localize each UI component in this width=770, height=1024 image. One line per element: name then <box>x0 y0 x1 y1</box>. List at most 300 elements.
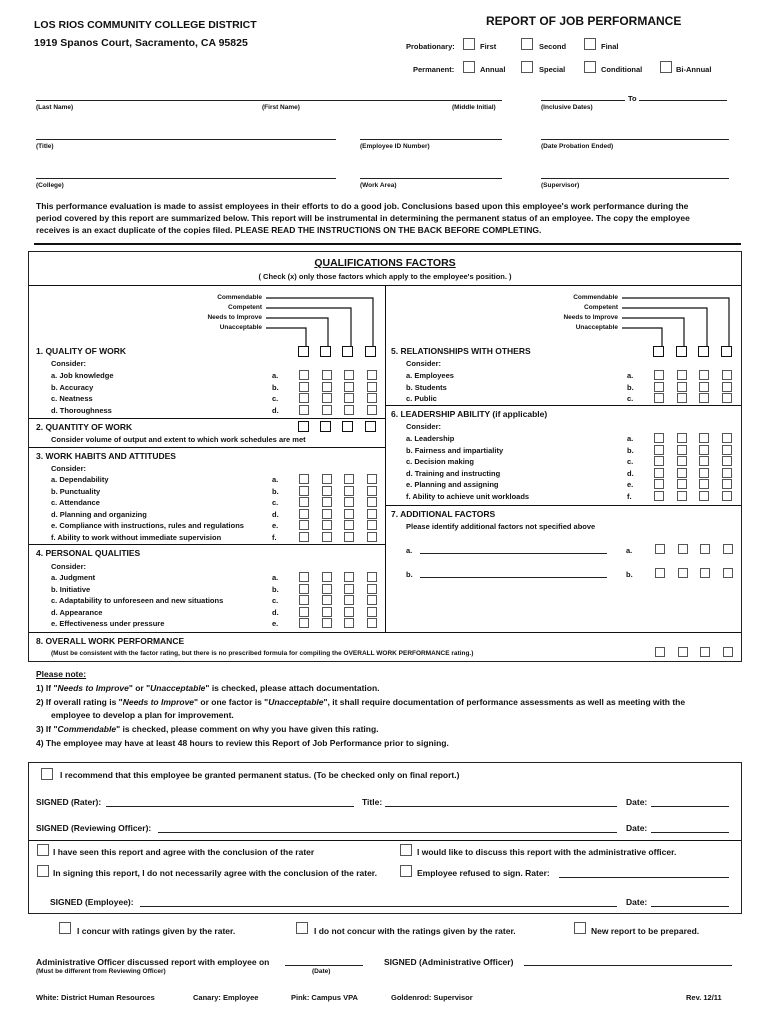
middle-initial-caption: (Middle Initial) <box>452 104 496 111</box>
factor-label: e. Planning and assigning <box>406 480 499 490</box>
quality-unacceptable-checkbox[interactable] <box>367 370 377 380</box>
quality-competent-checkbox[interactable] <box>320 346 331 357</box>
personal-unacceptable-checkbox[interactable] <box>367 572 377 582</box>
additional-a-needs-improve-checkbox[interactable] <box>700 544 710 554</box>
employee-id-field[interactable] <box>360 139 502 140</box>
factor-letter: b. <box>272 486 279 496</box>
employee-date-label: Date: <box>626 897 648 907</box>
relationships-needs-improve-checkbox[interactable] <box>699 370 709 380</box>
personal-heading: 4. PERSONAL QUALITIES <box>36 548 141 558</box>
factor-label: c. Decision making <box>406 457 474 467</box>
relationships-competent-checkbox[interactable] <box>676 346 687 357</box>
personal-commendable-checkbox[interactable] <box>299 618 309 628</box>
habits-heading: 3. WORK HABITS AND ATTITUDES <box>36 451 176 461</box>
employee-id-caption: (Employee ID Number) <box>360 143 430 150</box>
leadership-competent-checkbox[interactable] <box>677 468 687 478</box>
reviewing-officer-signature-field[interactable] <box>158 832 617 833</box>
overall-competent-checkbox[interactable] <box>678 647 688 657</box>
factor-label: a. Employees <box>406 371 454 380</box>
habits-competent-checkbox[interactable] <box>322 486 332 496</box>
quantity-competent-checkbox[interactable] <box>320 421 331 432</box>
intro-line-3: receives is an exact duplicate of the copies filed. PLEASE READ THE INSTRUCTIONS ON THE BACK BEFORE COMPLETING. <box>36 225 542 235</box>
must-differ-text: (Must be different from Reviewing Officer) <box>36 968 166 975</box>
relationships-unacceptable-checkbox[interactable] <box>722 370 732 380</box>
overall-commendable-checkbox[interactable] <box>655 647 665 657</box>
factor-letter: c. <box>272 596 279 606</box>
habits-needs-improve-checkbox[interactable] <box>344 474 354 484</box>
signing-disclaimer-checkbox[interactable] <box>37 865 49 877</box>
factor-row <box>389 371 741 382</box>
factor-letter: a. <box>272 475 279 484</box>
legend-left-competent: Competent <box>228 304 262 311</box>
habits-competent-checkbox[interactable] <box>322 497 332 507</box>
new-report-text: New report to be prepared. <box>591 926 700 936</box>
leadership-commendable-checkbox[interactable] <box>654 468 664 478</box>
refused-text: Employee refused to sign. Rater: <box>417 868 550 878</box>
relationships-needs-improve-checkbox[interactable] <box>699 382 709 392</box>
habits-commendable-checkbox[interactable] <box>299 474 309 484</box>
leadership-commendable-checkbox[interactable] <box>654 491 664 501</box>
overall-needs-improve-checkbox[interactable] <box>700 647 710 657</box>
date-from-field[interactable] <box>541 100 625 101</box>
quality-unacceptable-checkbox[interactable] <box>367 393 377 403</box>
signed-rater-label: SIGNED (Rater): <box>36 797 102 807</box>
relationships-consider: Consider: <box>406 359 442 368</box>
habits-commendable-checkbox[interactable] <box>299 509 309 519</box>
to-label: To <box>628 94 637 103</box>
factor-letter: d. <box>272 607 279 617</box>
habits-commendable-checkbox[interactable] <box>299 497 309 507</box>
agree-checkbox[interactable] <box>37 844 49 856</box>
factor-letter: c. <box>627 394 634 404</box>
rater-date-label: Date: <box>626 797 648 807</box>
habits-competent-checkbox[interactable] <box>322 532 332 542</box>
personal-commendable-checkbox[interactable] <box>299 572 309 582</box>
discuss-checkbox[interactable] <box>400 844 412 856</box>
personal-items <box>34 573 386 631</box>
additional-a-unacceptable-checkbox[interactable] <box>723 544 733 554</box>
personal-competent-checkbox[interactable] <box>322 607 332 617</box>
habits-needs-improve-checkbox[interactable] <box>344 509 354 519</box>
habits-commendable-checkbox[interactable] <box>299 486 309 496</box>
leadership-needs-improve-checkbox[interactable] <box>699 445 709 455</box>
additional-a-right-letter: a. <box>626 546 633 555</box>
factor-row <box>34 585 386 596</box>
quality-commendable-checkbox[interactable] <box>299 370 309 380</box>
quality-commendable-checkbox[interactable] <box>299 382 309 392</box>
habits-commendable-checkbox[interactable] <box>299 520 309 530</box>
qualifications-subtitle: ( Check (x) only those factors which apply to the employee's position. ) <box>258 272 512 281</box>
factor-row <box>389 446 741 457</box>
quality-competent-checkbox[interactable] <box>322 405 332 415</box>
factor-row <box>389 457 741 468</box>
factor-row <box>34 596 386 607</box>
reviewing-date-field[interactable] <box>651 832 729 833</box>
work-area-caption: (Work Area) <box>360 182 397 189</box>
recommend-permanent-checkbox[interactable] <box>41 768 53 780</box>
factor-label: b. Initiative <box>51 584 91 594</box>
personal-unacceptable-checkbox[interactable] <box>367 595 377 605</box>
signed-admin-label: SIGNED (Administrative Officer) <box>384 957 514 967</box>
personal-competent-checkbox[interactable] <box>322 584 332 594</box>
factor-letter: f. <box>627 492 632 501</box>
admin-date-caption: (Date) <box>312 968 331 975</box>
annual-checkbox[interactable] <box>463 61 475 73</box>
additional-b-commendable-checkbox[interactable] <box>655 568 665 578</box>
factor-row <box>389 492 741 503</box>
concur-text: I concur with ratings given by the rater. <box>77 926 236 936</box>
quality-unacceptable-checkbox[interactable] <box>367 382 377 392</box>
habits-unacceptable-checkbox[interactable] <box>367 474 377 484</box>
factor-label: b. Punctuality <box>51 486 101 496</box>
last-name-caption: (Last Name) <box>36 104 74 111</box>
second-label: Second <box>539 42 567 51</box>
factor-label: a. Job knowledge <box>51 371 114 380</box>
factor-letter: d. <box>272 405 279 415</box>
factor-row <box>34 608 386 619</box>
refused-checkbox[interactable] <box>400 865 412 877</box>
section-divider <box>29 418 385 419</box>
inclusive-dates-caption: (Inclusive Dates) <box>541 104 593 111</box>
supervisor-field[interactable] <box>541 178 729 179</box>
personal-commendable-checkbox[interactable] <box>299 607 309 617</box>
rater-title-field[interactable] <box>385 806 617 807</box>
factor-label: d. Training and instructing <box>406 468 501 478</box>
leadership-unacceptable-checkbox[interactable] <box>722 468 732 478</box>
bi-annual-checkbox[interactable] <box>660 61 672 73</box>
section-divider <box>385 505 741 506</box>
legend-right-needs-improve: Needs to Improve <box>563 314 618 321</box>
leadership-unacceptable-checkbox[interactable] <box>722 456 732 466</box>
supervisor-caption: (Supervisor) <box>541 182 580 189</box>
district-address: 1919 Spanos Court, Sacramento, CA 95825 <box>34 37 248 49</box>
admin-discussed-text: Administrative Officer discussed report with employee on <box>36 957 270 967</box>
employee-section-divider <box>29 840 741 841</box>
personal-competent-checkbox[interactable] <box>322 595 332 605</box>
date-probation-caption: (Date Probation Ended) <box>541 143 614 150</box>
date-probation-ended-field[interactable] <box>541 139 729 140</box>
quality-competent-checkbox[interactable] <box>322 382 332 392</box>
special-label: Special <box>539 65 566 74</box>
relationships-commendable-checkbox[interactable] <box>654 382 664 392</box>
factor-row <box>34 383 386 394</box>
legend-left-commendable: Commendable <box>217 294 262 301</box>
personal-competent-checkbox[interactable] <box>322 618 332 628</box>
footer-goldenrod: Goldenrod: Supervisor <box>391 993 473 1002</box>
second-checkbox[interactable] <box>521 38 533 50</box>
habits-unacceptable-checkbox[interactable] <box>367 520 377 530</box>
leadership-needs-improve-checkbox[interactable] <box>699 468 709 478</box>
factor-letter: f. <box>272 533 277 542</box>
factor-label: c. Public <box>406 394 437 404</box>
section-divider <box>29 447 385 448</box>
note-3: 3) If "Commendable" is checked, please comment on why you have given this rating. <box>36 724 379 734</box>
quantity-heading: 2. QUANTITY OF WORK <box>36 422 133 432</box>
factor-letter: a. <box>272 371 279 380</box>
factor-row <box>34 619 386 630</box>
overall-note: (Must be consistent with the factor rating, but there is no prescribed formula for compiling the OVERALL WORK PERFORMANCE rating.) <box>51 650 474 657</box>
college-field[interactable] <box>36 178 336 179</box>
factor-label: b. Fairness and impartiality <box>406 445 504 455</box>
additional-b-unacceptable-checkbox[interactable] <box>723 568 733 578</box>
additional-b-needs-improve-checkbox[interactable] <box>700 568 710 578</box>
factor-row <box>34 521 386 532</box>
leadership-unacceptable-checkbox[interactable] <box>722 445 732 455</box>
factor-label: b. Students <box>406 382 447 392</box>
leadership-needs-improve-checkbox[interactable] <box>699 433 709 443</box>
intro-line-1: This performance evaluation is made to assist employees in their efforts to do a good job. Conclusions based upon this employee's work performance during the <box>36 201 689 211</box>
leadership-commendable-checkbox[interactable] <box>654 456 664 466</box>
relationships-unacceptable-checkbox[interactable] <box>722 382 732 392</box>
leadership-competent-checkbox[interactable] <box>677 479 687 489</box>
additional-factor-a-field[interactable] <box>420 553 607 554</box>
factor-letter: a. <box>627 434 634 443</box>
note-2: 2) If overall rating is "Needs to Improve" or one factor is "Unacceptable", it shall require documentation of performance assessments as well as meeting with the <box>36 697 686 707</box>
rater-signature-field[interactable] <box>106 806 354 807</box>
additional-b-competent-checkbox[interactable] <box>678 568 688 578</box>
additional-factor-b-field[interactable] <box>420 577 607 578</box>
factor-row <box>34 394 386 405</box>
additional-a-commendable-checkbox[interactable] <box>655 544 665 554</box>
quality-items <box>34 371 386 417</box>
quality-needs-improve-checkbox[interactable] <box>344 393 354 403</box>
factor-letter: b. <box>627 382 634 392</box>
first-checkbox[interactable] <box>463 38 475 50</box>
relationships-commendable-checkbox[interactable] <box>654 393 664 403</box>
special-checkbox[interactable] <box>521 61 533 73</box>
habits-unacceptable-checkbox[interactable] <box>367 532 377 542</box>
leadership-needs-improve-checkbox[interactable] <box>699 456 709 466</box>
work-area-field[interactable] <box>360 178 502 179</box>
quality-needs-improve-checkbox[interactable] <box>344 405 354 415</box>
factor-letter: b. <box>272 584 279 594</box>
conditional-label: Conditional <box>601 65 643 74</box>
relationships-unacceptable-checkbox[interactable] <box>722 393 732 403</box>
permanent-label: Permanent: <box>413 65 455 74</box>
relationships-needs-improve-checkbox[interactable] <box>698 346 709 357</box>
admin-discussed-date-field[interactable] <box>285 965 363 966</box>
habits-consider: Consider: <box>51 464 87 473</box>
relationships-competent-checkbox[interactable] <box>677 393 687 403</box>
relationships-competent-checkbox[interactable] <box>677 370 687 380</box>
quantity-needs-improve-checkbox[interactable] <box>342 421 353 432</box>
footer-canary: Canary: Employee <box>193 993 259 1002</box>
relationships-needs-improve-checkbox[interactable] <box>699 393 709 403</box>
signed-reviewing-label: SIGNED (Reviewing Officer): <box>36 823 152 833</box>
personal-needs-improve-checkbox[interactable] <box>344 618 354 628</box>
agree-text: I have seen this report and agree with the conclusion of the rater <box>53 847 315 857</box>
quality-commendable-checkbox[interactable] <box>299 393 309 403</box>
quality-competent-checkbox[interactable] <box>322 370 332 380</box>
title-field[interactable] <box>36 139 336 140</box>
habits-competent-checkbox[interactable] <box>322 509 332 519</box>
factor-letter: e. <box>272 619 279 629</box>
leadership-competent-checkbox[interactable] <box>677 456 687 466</box>
personal-needs-improve-checkbox[interactable] <box>344 595 354 605</box>
final-checkbox[interactable] <box>584 38 596 50</box>
habits-needs-improve-checkbox[interactable] <box>344 486 354 496</box>
habits-unacceptable-checkbox[interactable] <box>367 497 377 507</box>
factor-label: d. Appearance <box>51 607 103 617</box>
factor-row <box>389 394 741 405</box>
quality-competent-checkbox[interactable] <box>322 393 332 403</box>
relationships-heading: 5. RELATIONSHIPS WITH OTHERS <box>391 346 531 356</box>
factor-letter: d. <box>272 509 279 519</box>
section-divider <box>385 405 741 406</box>
overall-unacceptable-checkbox[interactable] <box>723 647 733 657</box>
discuss-text: I would like to discuss this report with the administrative officer. <box>417 847 677 857</box>
new-report-checkbox[interactable] <box>574 922 586 934</box>
habits-unacceptable-checkbox[interactable] <box>367 486 377 496</box>
factor-label: a. Judgment <box>51 573 96 582</box>
factor-letter: b. <box>272 382 279 392</box>
quality-commendable-checkbox[interactable] <box>298 346 309 357</box>
personal-needs-improve-checkbox[interactable] <box>344 584 354 594</box>
quality-needs-improve-checkbox[interactable] <box>342 346 353 357</box>
additional-b-right-letter: b. <box>626 570 633 579</box>
quantity-note: Consider volume of output and extent to which work schedules are met <box>51 435 306 444</box>
factor-label: d. Thoroughness <box>51 405 112 415</box>
concur-checkbox[interactable] <box>59 922 71 934</box>
final-label: Final <box>601 42 619 51</box>
employee-signature-field[interactable] <box>140 906 617 907</box>
leadership-unacceptable-checkbox[interactable] <box>722 479 732 489</box>
quantity-commendable-checkbox[interactable] <box>298 421 309 432</box>
habits-competent-checkbox[interactable] <box>322 520 332 530</box>
leadership-commendable-checkbox[interactable] <box>654 433 664 443</box>
factor-letter: c. <box>627 457 634 467</box>
footer-revision: Rev. 12/11 <box>686 993 722 1002</box>
refused-rater-field[interactable] <box>559 877 729 878</box>
legend-left-unacceptable: Unacceptable <box>219 324 262 331</box>
factor-letter: a. <box>627 371 634 380</box>
additional-b-letter: b. <box>406 570 413 579</box>
conditional-checkbox[interactable] <box>584 61 596 73</box>
section-divider <box>29 544 385 545</box>
report-title: REPORT OF JOB PERFORMANCE <box>486 14 682 28</box>
personal-needs-improve-checkbox[interactable] <box>344 607 354 617</box>
footer-white: White: District Human Resources <box>36 993 155 1002</box>
factor-row <box>34 487 386 498</box>
quantity-unacceptable-checkbox[interactable] <box>365 421 376 432</box>
factor-row <box>389 434 741 445</box>
leadership-unacceptable-checkbox[interactable] <box>722 491 732 501</box>
habits-unacceptable-checkbox[interactable] <box>367 509 377 519</box>
leadership-competent-checkbox[interactable] <box>677 491 687 501</box>
habits-needs-improve-checkbox[interactable] <box>344 520 354 530</box>
factor-label: b. Accuracy <box>51 382 94 392</box>
quality-needs-improve-checkbox[interactable] <box>344 370 354 380</box>
factor-row <box>34 533 386 544</box>
quality-needs-improve-checkbox[interactable] <box>344 382 354 392</box>
employee-date-field[interactable] <box>651 906 729 907</box>
legend-right-unacceptable: Unacceptable <box>575 324 618 331</box>
date-to-field[interactable] <box>639 100 727 101</box>
leadership-consider: Consider: <box>406 422 442 431</box>
personal-needs-improve-checkbox[interactable] <box>344 572 354 582</box>
factor-letter: b. <box>627 445 634 455</box>
leadership-commendable-checkbox[interactable] <box>654 479 664 489</box>
note-4: 4) The employee may have at least 48 hours to review this Report of Job Performance prior to signing. <box>36 738 449 748</box>
not-concur-checkbox[interactable] <box>296 922 308 934</box>
reviewing-date-label: Date: <box>626 823 648 833</box>
name-line[interactable] <box>36 100 502 101</box>
habits-items <box>34 475 386 545</box>
factor-label: e. Compliance with instructions, rules and regulations <box>51 521 244 531</box>
quality-consider: Consider: <box>51 359 87 368</box>
leadership-needs-improve-checkbox[interactable] <box>699 491 709 501</box>
personal-unacceptable-checkbox[interactable] <box>367 584 377 594</box>
leadership-needs-improve-checkbox[interactable] <box>699 479 709 489</box>
leadership-commendable-checkbox[interactable] <box>654 445 664 455</box>
first-label: First <box>480 42 497 51</box>
additional-a-letter: a. <box>406 546 413 555</box>
legend-right-commendable: Commendable <box>573 294 618 301</box>
factor-row <box>34 475 386 486</box>
factor-label: f. Ability to work without immediate supervision <box>51 533 222 542</box>
overall-heading: 8. OVERALL WORK PERFORMANCE <box>36 636 185 646</box>
factor-letter: e. <box>272 521 279 531</box>
personal-commendable-checkbox[interactable] <box>299 584 309 594</box>
personal-commendable-checkbox[interactable] <box>299 595 309 605</box>
relationships-commendable-checkbox[interactable] <box>653 346 664 357</box>
factor-row <box>34 510 386 521</box>
relationships-commendable-checkbox[interactable] <box>654 370 664 380</box>
factor-letter: a. <box>272 573 279 582</box>
habits-needs-improve-checkbox[interactable] <box>344 497 354 507</box>
quality-heading: 1. QUALITY OF WORK <box>36 346 127 356</box>
relationships-items <box>389 371 741 406</box>
factor-row <box>34 573 386 584</box>
relationships-unacceptable-checkbox[interactable] <box>721 346 732 357</box>
quality-unacceptable-checkbox[interactable] <box>365 346 376 357</box>
personal-competent-checkbox[interactable] <box>322 572 332 582</box>
overall-divider <box>29 632 741 633</box>
qualifications-title: QUALIFICATIONS FACTORS <box>314 257 456 269</box>
factor-row <box>34 406 386 417</box>
bi-annual-label: Bi-Annual <box>676 65 712 74</box>
leadership-unacceptable-checkbox[interactable] <box>722 433 732 443</box>
admin-signature-field[interactable] <box>524 965 732 966</box>
factor-label: a. Dependability <box>51 475 109 484</box>
signed-employee-label: SIGNED (Employee): <box>50 897 134 907</box>
note-2-continued: employee to develop a plan for improvement. <box>51 710 234 720</box>
rater-date-field[interactable] <box>651 806 729 807</box>
legend-right-competent: Competent <box>584 304 618 311</box>
rater-title-label: Title: <box>362 797 383 807</box>
quality-unacceptable-checkbox[interactable] <box>367 405 377 415</box>
additional-heading: 7. ADDITIONAL FACTORS <box>391 509 496 519</box>
personal-unacceptable-checkbox[interactable] <box>367 607 377 617</box>
factor-row <box>34 498 386 509</box>
factor-row <box>34 371 386 382</box>
additional-a-competent-checkbox[interactable] <box>678 544 688 554</box>
quality-commendable-checkbox[interactable] <box>299 405 309 415</box>
title-caption: (Title) <box>36 143 54 150</box>
footer-pink: Pink: Campus VPA <box>291 993 358 1002</box>
not-concur-text: I do not concur with the ratings given by the rater. <box>314 926 516 936</box>
annual-label: Annual <box>480 65 506 74</box>
personal-unacceptable-checkbox[interactable] <box>367 618 377 628</box>
habits-competent-checkbox[interactable] <box>322 474 332 484</box>
leadership-competent-checkbox[interactable] <box>677 433 687 443</box>
habits-commendable-checkbox[interactable] <box>299 532 309 542</box>
habits-needs-improve-checkbox[interactable] <box>344 532 354 542</box>
leadership-competent-checkbox[interactable] <box>677 445 687 455</box>
relationships-competent-checkbox[interactable] <box>677 382 687 392</box>
probationary-label: Probationary: <box>406 42 455 51</box>
signing-disclaimer-text: In signing this report, I do not necessarily agree with the conclusion of the rater. <box>53 868 378 878</box>
